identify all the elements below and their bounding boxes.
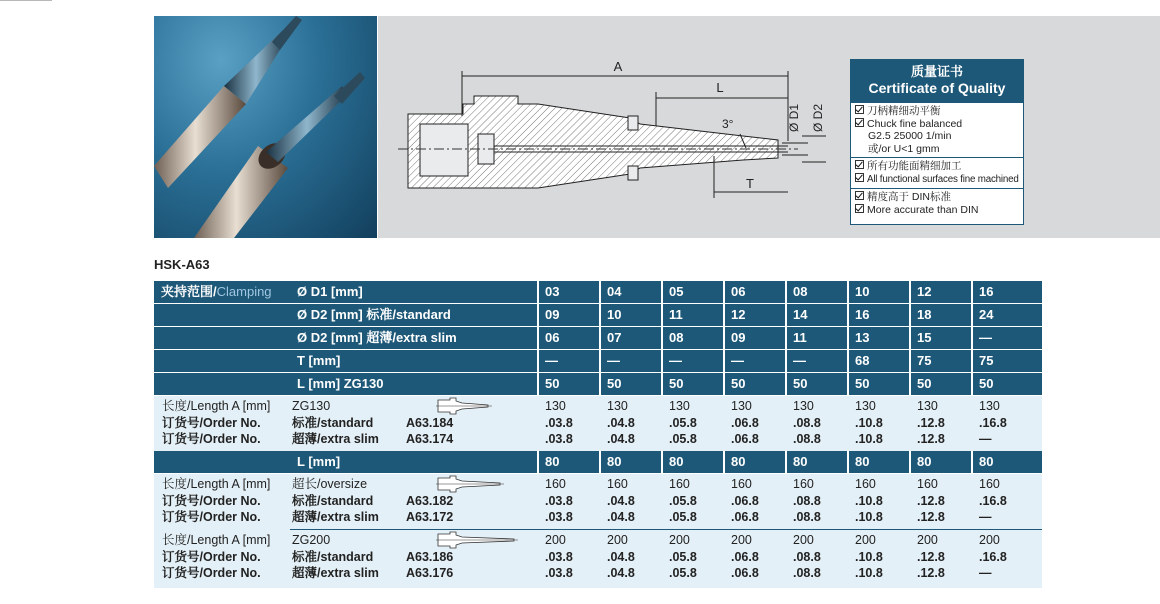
column-divider xyxy=(599,281,601,303)
parameter-label: Ø D2 [mm] 标准/standard xyxy=(297,307,451,322)
value-cell: 16 xyxy=(979,284,994,299)
length-value: 200 xyxy=(855,533,876,547)
column-divider xyxy=(909,304,911,326)
certificate-line: More accurate than DIN xyxy=(867,203,979,216)
value-cell: 50 xyxy=(855,376,870,391)
clamping-label-cn: 夹持范围/ xyxy=(161,284,217,299)
value-cell: 10 xyxy=(855,284,870,299)
value-cell: 80 xyxy=(917,454,932,469)
order-suffix-slim: .04.8 xyxy=(607,510,635,524)
column-divider xyxy=(599,451,601,473)
order-suffix-slim: .08.8 xyxy=(793,432,821,446)
order-suffix-standard: .03.8 xyxy=(545,415,573,430)
angle-label: 3° xyxy=(722,117,734,131)
clamping-label-en: Clamping xyxy=(216,284,272,299)
length-value: 160 xyxy=(917,477,938,491)
column-divider xyxy=(599,327,601,349)
tool-holder-icon xyxy=(436,531,520,549)
column-divider xyxy=(847,281,849,303)
order-suffix-standard: .16.8 xyxy=(979,549,1007,564)
value-cell: 13 xyxy=(855,330,870,345)
column-divider xyxy=(661,451,663,473)
value-cell: 24 xyxy=(979,307,994,322)
model-title: HSK-A63 xyxy=(154,257,210,272)
value-cell: 80 xyxy=(731,454,746,469)
order-suffix-standard: .12.8 xyxy=(917,493,945,508)
length-value: 160 xyxy=(545,477,566,491)
order-suffix-standard: .08.8 xyxy=(793,549,821,564)
value-cell: 80 xyxy=(607,454,622,469)
column-divider xyxy=(537,451,539,473)
length-value: 130 xyxy=(793,399,814,413)
order-suffix-standard: .05.8 xyxy=(669,415,697,430)
column-divider xyxy=(785,373,787,395)
order-suffix-standard: .06.8 xyxy=(731,415,759,430)
length-value: 200 xyxy=(917,533,938,547)
certificate-group-surfaces xyxy=(851,157,1023,188)
order-suffix-standard: .10.8 xyxy=(855,415,883,430)
order-suffix-standard: .12.8 xyxy=(917,415,945,430)
length-value: 160 xyxy=(979,477,1000,491)
value-cell: 80 xyxy=(669,454,684,469)
variant-type: 超薄/extra slim xyxy=(292,432,379,446)
column-divider xyxy=(537,373,539,395)
value-cell: — xyxy=(607,353,620,368)
order-label: 订货号/Order No. xyxy=(162,549,261,564)
column-divider xyxy=(723,304,725,326)
length-value: 200 xyxy=(793,533,814,547)
column-divider xyxy=(661,350,663,372)
value-cell: — xyxy=(793,353,806,368)
parameter-label: L [mm] xyxy=(297,454,341,469)
checkbox-icon xyxy=(855,173,864,182)
length-value: 200 xyxy=(607,533,628,547)
value-cell: — xyxy=(979,330,992,345)
parameter-label: Ø D1 [mm] xyxy=(297,284,363,299)
column-divider xyxy=(599,350,601,372)
column-divider xyxy=(723,373,725,395)
value-cell: 10 xyxy=(607,307,622,322)
order-label: 订货号/Order No. xyxy=(162,415,261,430)
length-value: 130 xyxy=(731,399,752,413)
value-cell: — xyxy=(731,353,744,368)
certificate-line: All functional surfaces fine machined xyxy=(867,173,1019,185)
value-cell: 80 xyxy=(855,454,870,469)
column-divider xyxy=(909,451,911,473)
value-cell: 80 xyxy=(979,454,994,469)
column-divider xyxy=(723,350,725,372)
column-divider xyxy=(971,304,973,326)
certificate-line: 刀柄精细动平衡 xyxy=(867,105,941,117)
certificate-line: Chuck fine balanced xyxy=(867,117,963,130)
order-suffix-standard: .06.8 xyxy=(731,493,759,508)
value-cell: 68 xyxy=(855,353,870,368)
order-suffix-slim: .12.8 xyxy=(917,566,945,580)
value-cell: 75 xyxy=(979,353,994,368)
order-label: 订货号/Order No. xyxy=(162,510,261,524)
value-cell: 80 xyxy=(793,454,808,469)
column-divider xyxy=(537,350,539,372)
order-suffix-standard: .16.8 xyxy=(979,415,1007,430)
value-cell: 18 xyxy=(917,307,932,322)
column-divider xyxy=(785,281,787,303)
column-divider xyxy=(971,451,973,473)
value-cell: 03 xyxy=(545,284,560,299)
value-cell: 50 xyxy=(979,376,994,391)
certificate-line: 精度高于 DIN标准 xyxy=(867,191,951,203)
column-divider xyxy=(909,281,911,303)
clamping-label xyxy=(154,281,290,303)
checkbox-icon xyxy=(855,118,864,127)
variant-type: 标准/standard xyxy=(292,493,374,508)
checkbox-icon xyxy=(855,204,864,213)
length-value: 130 xyxy=(607,399,628,413)
header-row xyxy=(154,327,1042,349)
column-divider xyxy=(661,327,663,349)
variant-type: ZG130 xyxy=(292,399,331,413)
order-suffix-slim: .03.8 xyxy=(545,510,573,524)
value-cell: 11 xyxy=(669,307,683,322)
order-suffix-standard: .10.8 xyxy=(855,493,883,508)
parameter-label: L [mm] ZG130 xyxy=(297,376,384,391)
order-suffix-standard: .04.8 xyxy=(607,549,635,564)
column-divider xyxy=(599,304,601,326)
value-cell: 06 xyxy=(731,284,746,299)
tool-holder-icon xyxy=(436,475,506,493)
order-label: 订货号/Order No. xyxy=(162,493,261,508)
value-cell: 80 xyxy=(545,454,560,469)
value-cell: — xyxy=(545,353,558,368)
dim-d2-label: Ø D2 xyxy=(811,103,825,132)
length-value: 130 xyxy=(979,399,1000,413)
order-suffix-slim: .12.8 xyxy=(917,432,945,446)
column-divider xyxy=(847,451,849,473)
variant-type: 标准/standard xyxy=(292,415,374,430)
order-suffix-slim: — xyxy=(979,510,992,524)
order-label: 订货号/Order No. xyxy=(162,432,261,446)
value-cell: 50 xyxy=(917,376,932,391)
length-value: 130 xyxy=(917,399,938,413)
value-cell: 14 xyxy=(793,307,808,322)
order-suffix-standard: .03.8 xyxy=(545,493,573,508)
order-suffix-slim: .08.8 xyxy=(793,566,821,580)
column-divider xyxy=(661,281,663,303)
order-suffix-slim: — xyxy=(979,432,992,446)
column-divider xyxy=(723,451,725,473)
order-suffix-slim: .03.8 xyxy=(545,566,573,580)
column-divider xyxy=(971,350,973,372)
column-divider xyxy=(723,281,725,303)
length-order-block xyxy=(154,530,1042,588)
dim-d1-label: Ø D1 xyxy=(787,103,801,132)
checkbox-icon xyxy=(855,160,864,169)
order-suffix-slim: .06.8 xyxy=(731,510,759,524)
order-suffix-standard: .06.8 xyxy=(731,549,759,564)
value-cell: 07 xyxy=(607,330,622,345)
column-divider xyxy=(661,373,663,395)
column-divider xyxy=(785,350,787,372)
length-value: 160 xyxy=(607,477,628,491)
value-cell: 11 xyxy=(793,330,807,345)
certificate-of-quality xyxy=(850,59,1024,225)
certificate-line: 所有功能面精细加工 xyxy=(867,160,962,172)
value-cell: 05 xyxy=(669,284,684,299)
variant-type: 标准/standard xyxy=(292,549,374,564)
order-suffix-slim: .05.8 xyxy=(669,432,697,446)
value-cell: 12 xyxy=(917,284,932,299)
certificate-line: G2.5 25000 1/min xyxy=(868,130,952,142)
header-row-l80 xyxy=(154,451,1042,473)
order-suffix-standard: .03.8 xyxy=(545,549,573,564)
value-cell: 09 xyxy=(545,307,560,322)
order-prefix: A63.182 xyxy=(406,493,454,508)
order-suffix-standard: .04.8 xyxy=(607,493,635,508)
length-value: 160 xyxy=(855,477,876,491)
length-value: 130 xyxy=(669,399,690,413)
column-divider xyxy=(537,327,539,349)
length-label: 长度/Length A [mm] xyxy=(162,533,271,547)
value-cell: 09 xyxy=(731,330,746,345)
value-cell: 15 xyxy=(917,330,932,345)
order-suffix-slim: .05.8 xyxy=(669,566,697,580)
column-divider xyxy=(909,350,911,372)
order-suffix-slim: .10.8 xyxy=(855,566,883,580)
order-suffix-slim: .04.8 xyxy=(607,432,635,446)
product-photo xyxy=(154,16,377,238)
column-divider xyxy=(971,281,973,303)
column-divider xyxy=(537,281,539,303)
column-divider xyxy=(785,451,787,473)
parameter-label: Ø D2 [mm] 超薄/extra slim xyxy=(297,330,457,345)
value-cell: 06 xyxy=(545,330,560,345)
column-divider xyxy=(785,304,787,326)
certificate-title-en: Certificate of Quality xyxy=(868,80,1006,96)
column-divider xyxy=(599,373,601,395)
length-order-block xyxy=(154,396,1042,451)
header-row xyxy=(154,350,1042,372)
variant-type: 超薄/extra slim xyxy=(292,510,379,524)
order-suffix-slim: .10.8 xyxy=(855,510,883,524)
certificate-line: 或/or U<1 gmm xyxy=(868,142,940,155)
length-order-block xyxy=(154,474,1042,530)
order-suffix-standard: .04.8 xyxy=(607,415,635,430)
header-row xyxy=(154,373,1042,395)
certificate-group-din xyxy=(851,188,1023,218)
checkbox-icon xyxy=(855,191,864,200)
dim-a-label: A xyxy=(613,59,623,74)
column-divider xyxy=(537,304,539,326)
variant-type: 超长/oversize xyxy=(292,477,368,491)
length-value: 160 xyxy=(669,477,690,491)
value-cell: 50 xyxy=(545,376,560,391)
order-label: 订货号/Order No. xyxy=(162,566,261,580)
order-suffix-standard: .10.8 xyxy=(855,549,883,564)
order-suffix-slim: .05.8 xyxy=(669,510,697,524)
order-suffix-standard: .08.8 xyxy=(793,415,821,430)
column-divider xyxy=(971,327,973,349)
header-row xyxy=(154,304,1042,326)
value-cell: 50 xyxy=(793,376,808,391)
technical-drawing xyxy=(378,16,1160,238)
value-cell: 50 xyxy=(607,376,622,391)
variant-type: 超薄/extra slim xyxy=(292,566,379,580)
column-divider xyxy=(785,327,787,349)
column-divider xyxy=(661,304,663,326)
certificate-title-cn: 质量证书 xyxy=(910,64,963,79)
column-divider xyxy=(847,350,849,372)
value-cell: 04 xyxy=(607,284,622,299)
variant-type: ZG200 xyxy=(292,533,331,547)
header-row xyxy=(154,281,1042,303)
dim-l-label: L xyxy=(716,80,724,95)
order-suffix-slim: .03.8 xyxy=(545,432,573,446)
length-value: 200 xyxy=(545,533,566,547)
length-value: 200 xyxy=(669,533,690,547)
order-prefix: A63.172 xyxy=(406,510,454,524)
column-divider xyxy=(847,304,849,326)
value-cell: 16 xyxy=(855,307,870,322)
column-divider xyxy=(971,373,973,395)
order-suffix-standard: .08.8 xyxy=(793,493,821,508)
length-label: 长度/Length A [mm] xyxy=(162,399,271,413)
value-cell: 50 xyxy=(731,376,746,391)
parameter-label: T [mm] xyxy=(297,353,341,368)
order-suffix-slim: .04.8 xyxy=(607,566,635,580)
value-cell: 08 xyxy=(793,284,808,299)
length-value: 160 xyxy=(731,477,752,491)
length-value: 160 xyxy=(793,477,814,491)
length-value: 130 xyxy=(855,399,876,413)
length-value: 130 xyxy=(545,399,566,413)
order-suffix-slim: — xyxy=(979,566,992,580)
value-cell: 12 xyxy=(731,307,746,322)
value-cell: 75 xyxy=(917,353,932,368)
top-rule xyxy=(0,0,52,1)
length-value: 200 xyxy=(979,533,1000,547)
column-divider xyxy=(909,327,911,349)
column-divider xyxy=(909,373,911,395)
certificate-header xyxy=(851,60,1023,102)
value-cell: 50 xyxy=(669,376,684,391)
order-prefix: A63.174 xyxy=(406,432,454,446)
order-suffix-standard: .05.8 xyxy=(669,549,697,564)
certificate-group-balance xyxy=(851,102,1023,157)
order-suffix-standard: .05.8 xyxy=(669,493,697,508)
order-prefix: A63.176 xyxy=(406,566,454,580)
column-divider xyxy=(723,327,725,349)
tool-holder-icon xyxy=(436,397,494,415)
length-value: 200 xyxy=(731,533,752,547)
order-suffix-slim: .10.8 xyxy=(855,432,883,446)
order-suffix-slim: .08.8 xyxy=(793,510,821,524)
length-label: 长度/Length A [mm] xyxy=(162,477,271,491)
order-suffix-slim: .12.8 xyxy=(917,510,945,524)
order-suffix-standard: .12.8 xyxy=(917,549,945,564)
order-prefix: A63.184 xyxy=(406,415,454,430)
value-cell: — xyxy=(669,353,682,368)
order-suffix-slim: .06.8 xyxy=(731,432,759,446)
dim-t-label: T xyxy=(746,176,754,191)
column-divider xyxy=(847,373,849,395)
order-suffix-slim: .06.8 xyxy=(731,566,759,580)
order-prefix: A63.186 xyxy=(406,549,454,564)
column-divider xyxy=(847,327,849,349)
value-cell: 08 xyxy=(669,330,684,345)
checkbox-icon xyxy=(855,105,864,114)
order-suffix-standard: .16.8 xyxy=(979,493,1007,508)
